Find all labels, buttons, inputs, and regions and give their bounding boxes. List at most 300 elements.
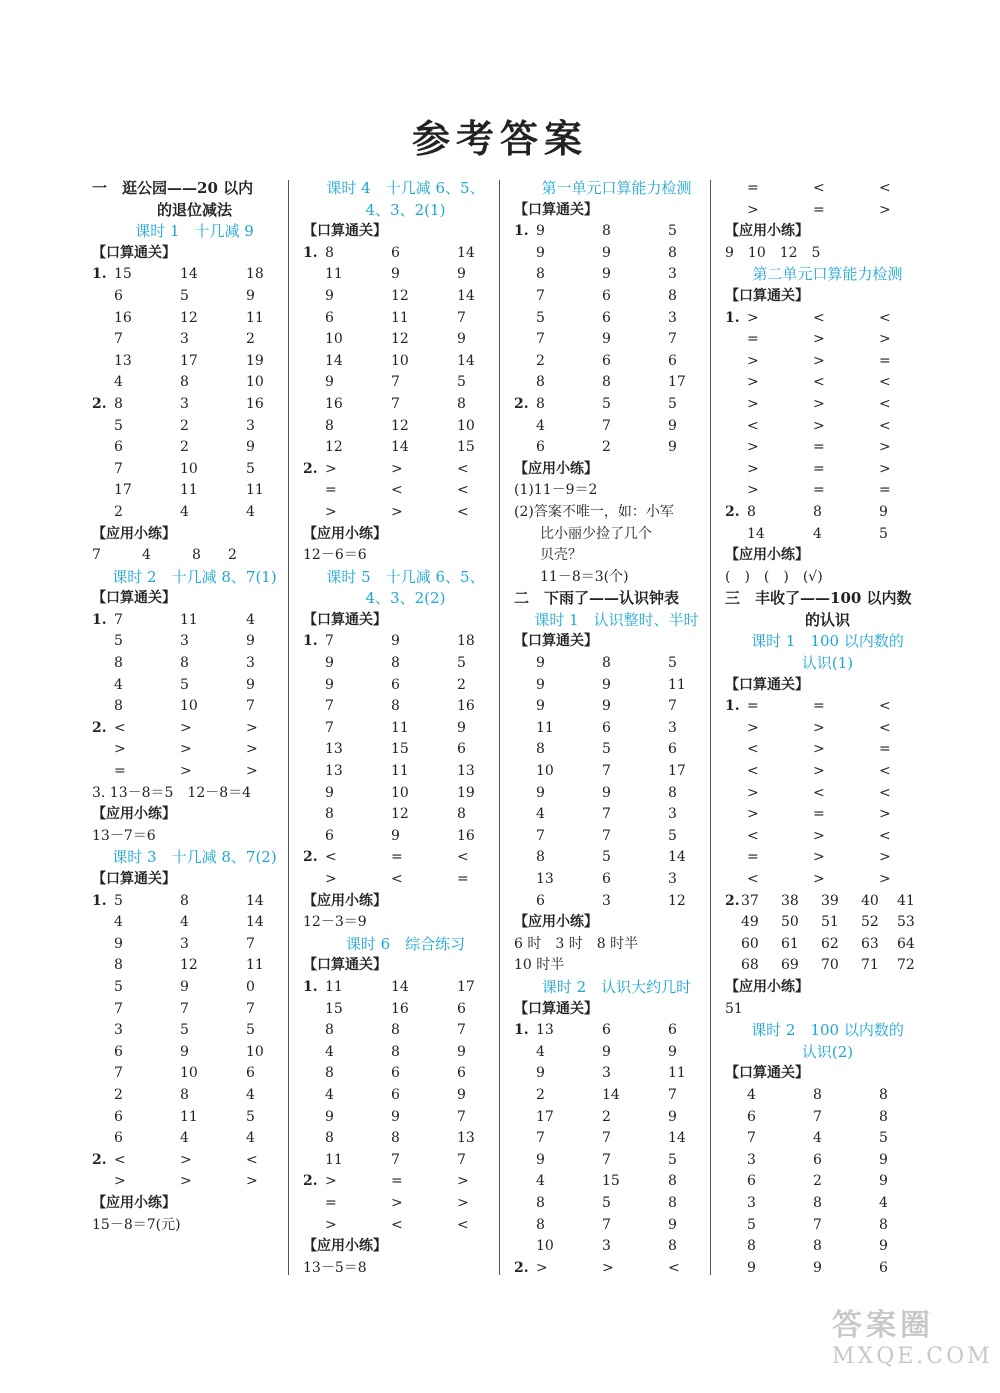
answer-cell: 3 <box>668 871 677 887</box>
answer-row <box>725 804 930 826</box>
answer-cell: 9 <box>602 266 611 283</box>
answer-cell: 8 <box>457 395 466 412</box>
answer-row <box>514 1128 719 1150</box>
answer-cell: 9 <box>457 331 466 348</box>
answer-row <box>92 1063 297 1085</box>
answer-row <box>303 847 508 869</box>
answer-cell: > <box>747 784 759 801</box>
answer-cell: 6 <box>668 1022 677 1039</box>
answer-text: (1)11－9＝2 <box>514 482 598 499</box>
answer-cell: 9 <box>536 655 545 672</box>
answer-cell: > <box>180 763 192 780</box>
answer-row <box>303 372 508 394</box>
lesson-subtitle: 课时 3 十几减 8、7(2) <box>112 848 277 867</box>
answer-cell: 10 <box>180 460 198 477</box>
answer-cell: 17 <box>180 352 198 369</box>
section-label: 【口算通关】 <box>92 244 176 261</box>
lesson-subtitle: 第一单元口算能力检测 <box>541 179 692 197</box>
answer-cell: 64 <box>897 935 915 952</box>
answer-cell: 8 <box>180 655 189 672</box>
answer-cell: 13 <box>536 1022 554 1039</box>
answer-cell: 14 <box>668 1130 686 1147</box>
answer-cell: > <box>813 741 825 758</box>
answer-cell: 14 <box>246 914 264 931</box>
answer-cell: 9 <box>325 784 334 801</box>
answer-cell: 9 <box>536 784 545 801</box>
answer-cell: > <box>325 460 337 477</box>
section-label: 【应用小练】 <box>303 1238 387 1255</box>
answer-column-4 <box>725 178 930 1279</box>
answer-cell: 8 <box>192 547 201 564</box>
answer-cell: 7 <box>536 827 545 844</box>
answer-cell: 38 <box>781 892 799 909</box>
answer-cell: = <box>114 763 126 780</box>
lesson-subtitle: 第二单元口算能力检测 <box>752 265 903 284</box>
answer-cell: 8 <box>536 741 545 758</box>
section-label: 【口算通关】 <box>303 223 387 240</box>
answer-cell: > <box>879 806 891 823</box>
answer-cell: 2 <box>536 1086 545 1103</box>
answer-column-2 <box>303 178 508 1279</box>
question-number: 1. <box>303 978 318 995</box>
answer-cell: 8 <box>391 1022 400 1039</box>
answer-cell: 6 <box>391 244 400 261</box>
answer-cell: 6 <box>391 1065 400 1082</box>
answer-cell: 3 <box>668 719 677 736</box>
answer-cell: 6 <box>602 719 611 736</box>
answer-cell: 8 <box>602 655 611 672</box>
answer-cell: 8 <box>114 698 123 715</box>
answer-cell: > <box>114 741 126 758</box>
answer-row <box>303 696 508 718</box>
answer-cell: 10 <box>391 352 409 369</box>
answer-column-1 <box>92 178 297 1236</box>
answer-cell: 7 <box>602 1216 611 1233</box>
answer-row <box>725 934 930 956</box>
answer-cell: 3 <box>114 1022 123 1039</box>
answer-cell: 4 <box>536 806 545 823</box>
answer-cell: > <box>879 849 891 866</box>
answer-cell: 7 <box>325 633 334 650</box>
answer-cell: < <box>114 719 126 736</box>
answer-cell: 3 <box>747 1151 756 1168</box>
answer-cell: 52 <box>861 914 879 931</box>
answer-cell: > <box>813 763 825 780</box>
answer-cell: 53 <box>897 914 915 931</box>
answer-cell: < <box>747 741 759 758</box>
answer-cell: 8 <box>879 1216 888 1233</box>
section-label: 【应用小练】 <box>303 525 387 542</box>
answer-row <box>303 329 508 351</box>
answer-row <box>514 718 719 740</box>
answer-row <box>725 372 930 394</box>
answer-row <box>725 1150 930 1172</box>
answer-cell: 9 <box>457 266 466 283</box>
answer-row <box>725 739 930 761</box>
section-label: 【口算通关】 <box>514 1000 598 1017</box>
answer-cell: 5 <box>602 741 611 758</box>
answer-cell: 41 <box>897 892 915 909</box>
answer-row <box>92 329 297 351</box>
answer-cell: 11 <box>668 1065 686 1082</box>
section-label: 【应用小练】 <box>725 978 809 995</box>
answer-cell: 4 <box>879 1194 888 1211</box>
lesson-subtitle: 认识(2) <box>801 1042 854 1061</box>
answer-cell: 2 <box>602 1108 611 1125</box>
answer-cell: 8 <box>391 1043 400 1060</box>
answer-row <box>514 1150 719 1172</box>
answer-cell: 5 <box>879 1130 888 1147</box>
section-label: 【应用小练】 <box>725 547 809 564</box>
answer-cell: 7 <box>602 1151 611 1168</box>
answer-cell: 7 <box>114 331 123 348</box>
answer-cell: 8 <box>668 1194 677 1211</box>
answer-cell: < <box>879 784 891 801</box>
answer-cell: 7 <box>114 460 123 477</box>
answer-row <box>514 1236 719 1258</box>
answer-text: 比小丽少捡了几个 <box>540 525 652 542</box>
answer-row <box>303 631 508 653</box>
answer-cell: 2 <box>536 352 545 369</box>
answer-cell: 4 <box>114 914 123 931</box>
answer-cell: 8 <box>457 806 466 823</box>
answer-row <box>514 1215 719 1237</box>
answer-cell: 7 <box>246 935 255 952</box>
answer-cell: 8 <box>536 849 545 866</box>
answer-cell: = <box>391 1173 403 1190</box>
answer-cell: 61 <box>781 935 799 952</box>
answer-cell: 6 <box>114 1043 123 1060</box>
answer-cell: 9 <box>879 1173 888 1190</box>
answer-cell: 9 <box>536 698 545 715</box>
answer-cell: 9 <box>391 266 400 283</box>
answer-row <box>303 739 508 761</box>
answer-cell: 7 <box>602 1130 611 1147</box>
lesson-subtitle: 课时 5 十几减 6、5、 <box>326 567 485 586</box>
answer-row <box>303 718 508 740</box>
answer-cell: > <box>602 1259 614 1276</box>
answer-cell: 5 <box>536 309 545 326</box>
answer-cell: 9 <box>457 719 466 736</box>
answer-cell: = <box>879 482 891 499</box>
answer-cell: 4 <box>747 1086 756 1103</box>
answer-cell: > <box>180 719 192 736</box>
answer-cell: < <box>879 374 891 391</box>
answer-cell: 5 <box>602 1194 611 1211</box>
answer-cell: 5 <box>668 395 677 412</box>
answer-cell: 3 <box>668 806 677 823</box>
answer-cell: 9 <box>391 633 400 650</box>
question-number: 2. <box>92 395 107 412</box>
answer-row <box>514 351 719 373</box>
answer-cell: > <box>747 482 759 499</box>
answer-cell: 17 <box>668 763 686 780</box>
answer-cell: > <box>813 871 825 887</box>
answer-row <box>92 416 297 438</box>
answer-cell: > <box>180 1173 192 1190</box>
answer-cell: 10 <box>536 763 554 780</box>
answer-cell: 6 <box>457 1000 466 1017</box>
answer-cell: 11 <box>246 309 264 326</box>
answer-cell: 70 <box>821 957 839 974</box>
answer-cell: 14 <box>246 892 264 909</box>
question-number: 1. <box>514 223 529 240</box>
answer-cell: = <box>325 482 337 499</box>
answer-cell: 18 <box>246 266 264 283</box>
answer-row <box>92 891 297 913</box>
answer-cell: 6 <box>602 309 611 326</box>
answer-cell: 9 <box>668 1043 677 1060</box>
answer-cell: 17 <box>114 482 132 499</box>
answer-cell: > <box>180 741 192 758</box>
answer-cell: 6 <box>246 1065 255 1082</box>
section-label: 【口算通关】 <box>725 1065 809 1082</box>
answer-cell: < <box>246 1151 258 1168</box>
answer-cell: > <box>813 417 825 434</box>
answer-cell: > <box>747 374 759 391</box>
answer-cell: > <box>391 1194 403 1211</box>
answer-row <box>92 264 297 286</box>
answer-row <box>92 1020 297 1042</box>
answer-row <box>303 1085 508 1107</box>
answer-cell: 7 <box>325 719 334 736</box>
answer-cell: 15 <box>457 439 475 456</box>
answer-cell: < <box>879 395 891 412</box>
answer-cell: 11 <box>325 1151 343 1168</box>
answer-text: 15－8＝7(元) <box>92 1216 181 1233</box>
answer-cell: 5 <box>114 417 123 434</box>
answer-cell: 8 <box>536 374 545 391</box>
answer-cell: 11 <box>180 611 198 628</box>
answer-row <box>725 783 930 805</box>
watermark <box>832 1300 992 1380</box>
answer-row <box>514 1193 719 1215</box>
answer-cell: 9 <box>457 1086 466 1103</box>
answer-cell: 9 <box>536 676 545 693</box>
answer-cell: 9 <box>325 374 334 391</box>
answer-cell: > <box>813 827 825 844</box>
answer-cell: 8 <box>813 1194 822 1211</box>
answer-cell: 5 <box>246 1022 255 1039</box>
answer-cell: 6 <box>114 1108 123 1125</box>
answer-cell: 13 <box>536 871 554 887</box>
answer-row <box>303 1150 508 1172</box>
answer-cell: 6 <box>391 676 400 693</box>
answer-cell: 16 <box>391 1000 409 1017</box>
answer-cell: 4 <box>114 374 123 391</box>
answer-cell: 3 <box>180 633 189 650</box>
answer-cell: 8 <box>325 806 334 823</box>
answer-cell: 6 <box>457 741 466 758</box>
answer-cell: 8 <box>180 1086 189 1103</box>
answer-cell: 17 <box>457 978 475 995</box>
answer-cell: 4 <box>246 503 255 520</box>
answer-row <box>725 869 930 891</box>
answer-cell: < <box>457 460 469 477</box>
answer-cell: < <box>879 763 891 780</box>
answer-cell: 6 <box>602 871 611 887</box>
answer-cell: 12 <box>391 331 409 348</box>
answer-cell: 9 <box>668 1216 677 1233</box>
answer-row <box>725 329 930 351</box>
answer-row <box>514 739 719 761</box>
answer-cell: 7 <box>114 1065 123 1082</box>
answer-row <box>92 480 297 502</box>
answer-cell: 63 <box>861 935 879 952</box>
answer-cell: > <box>457 1173 469 1190</box>
answer-cell: 2 <box>180 439 189 456</box>
answer-row <box>92 502 297 524</box>
unit-heading: 三 丰收了——100 以内数 <box>725 589 912 608</box>
answer-cell: = <box>747 331 759 348</box>
answer-cell: = <box>813 201 825 218</box>
answer-cell: 18 <box>457 633 475 650</box>
section-label: 【口算通关】 <box>92 590 176 607</box>
answer-cell: > <box>879 439 891 456</box>
answer-row <box>514 1107 719 1129</box>
answer-cell: 6 <box>114 1130 123 1147</box>
answer-cell: 9 <box>325 676 334 693</box>
answer-row <box>725 524 930 546</box>
answer-row <box>725 1258 930 1280</box>
answer-cell: < <box>879 309 891 326</box>
answer-cell: > <box>747 309 759 326</box>
answer-cell: 9 <box>602 1043 611 1060</box>
answer-cell: 13 <box>457 763 475 780</box>
answer-cell: 3 <box>668 309 677 326</box>
answer-cell: 6 <box>813 1151 822 1168</box>
answer-cell: > <box>391 503 403 520</box>
answer-cell: 13 <box>325 741 343 758</box>
answer-cell: 11 <box>536 719 554 736</box>
answer-row <box>92 934 297 956</box>
answer-row <box>92 999 297 1021</box>
answer-cell: < <box>391 482 403 499</box>
answer-cell: 9 <box>536 1151 545 1168</box>
answer-row <box>303 653 508 675</box>
answer-cell: = <box>813 806 825 823</box>
answer-cell: 12 <box>180 957 198 974</box>
answer-cell: 7 <box>668 331 677 348</box>
unit-heading: 二 下雨了——认识钟表 <box>514 589 680 608</box>
answer-cell: 7 <box>747 1130 756 1147</box>
answer-cell: = <box>747 180 759 196</box>
answer-text: 12－3＝9 <box>303 914 367 931</box>
answer-row <box>303 1063 508 1085</box>
answer-cell: 7 <box>602 827 611 844</box>
answer-cell: 3 <box>246 655 255 672</box>
answer-cell: = <box>879 352 891 369</box>
answer-cell: 9 <box>391 827 400 844</box>
question-number: 2. <box>725 503 740 520</box>
answer-row <box>725 1215 930 1237</box>
section-label: 【口算通关】 <box>303 611 387 628</box>
question-number: 1. <box>514 1022 529 1039</box>
answer-text: 13－5＝8 <box>303 1259 367 1276</box>
answer-cell: 62 <box>821 935 839 952</box>
answer-cell: 4 <box>142 547 151 564</box>
answer-cell: 8 <box>602 374 611 391</box>
answer-cell: > <box>246 763 258 780</box>
answer-row <box>92 286 297 308</box>
answer-cell: 60 <box>741 935 759 952</box>
answer-cell: 9 <box>879 1238 888 1255</box>
answer-cell: 15 <box>325 1000 343 1017</box>
answer-row <box>303 783 508 805</box>
answer-row <box>514 1085 719 1107</box>
answer-cell: 6 <box>114 439 123 456</box>
answer-row <box>514 221 719 243</box>
answer-cell: < <box>879 719 891 736</box>
answer-cell: 17 <box>668 374 686 391</box>
answer-cell: > <box>325 503 337 520</box>
answer-row <box>303 826 508 848</box>
answer-cell: > <box>391 460 403 477</box>
answer-cell: > <box>813 352 825 369</box>
answer-row <box>725 718 930 740</box>
answer-cell: 9 <box>602 698 611 715</box>
answer-cell: 7 <box>602 806 611 823</box>
answer-cell: > <box>879 460 891 477</box>
answer-cell: 12 <box>180 309 198 326</box>
answer-cell: 4 <box>325 1043 334 1060</box>
answer-row <box>725 891 930 913</box>
answer-cell: 8 <box>747 503 756 520</box>
answer-cell: 5 <box>246 460 255 477</box>
answer-row <box>303 1020 508 1042</box>
answer-row <box>92 351 297 373</box>
answer-cell: 5 <box>180 287 189 304</box>
answer-cell: = <box>391 849 403 866</box>
answer-cell: 14 <box>457 287 475 304</box>
answer-cell: 10 <box>457 417 475 434</box>
answer-cell: 11 <box>246 957 264 974</box>
answer-cell: < <box>391 1216 403 1233</box>
answer-cell: 16 <box>114 309 132 326</box>
answer-cell: 8 <box>325 1130 334 1147</box>
answer-cell: 8 <box>747 1238 756 1255</box>
answer-row <box>514 696 719 718</box>
section-label: 【应用小练】 <box>303 892 387 909</box>
answer-cell: 4 <box>536 1173 545 1190</box>
answer-row <box>303 394 508 416</box>
answer-text: 51 <box>725 1000 743 1017</box>
answer-row <box>303 675 508 697</box>
answer-cell: 39 <box>821 892 839 909</box>
answer-cell: 9 <box>325 1108 334 1125</box>
answer-cell: 40 <box>861 892 879 909</box>
answer-cell: 8 <box>813 1086 822 1103</box>
answer-cell: = <box>325 1194 337 1211</box>
answer-cell: 8 <box>114 395 123 412</box>
question-number: 1. <box>725 309 740 326</box>
answer-cell: 7 <box>668 1086 677 1103</box>
answer-row <box>514 1042 719 1064</box>
question-number: 2. <box>92 1151 107 1168</box>
answer-cell: 13 <box>457 1130 475 1147</box>
answer-row <box>514 394 719 416</box>
answer-cell: 9 <box>602 331 611 348</box>
answer-row <box>514 308 719 330</box>
answer-cell: 15 <box>602 1173 620 1190</box>
answer-column-3 <box>514 178 719 1279</box>
answer-cell: 14 <box>391 439 409 456</box>
answer-row <box>92 545 297 567</box>
answer-row <box>303 351 508 373</box>
answer-row <box>92 761 297 783</box>
answer-row <box>725 761 930 783</box>
answer-row <box>725 955 930 977</box>
